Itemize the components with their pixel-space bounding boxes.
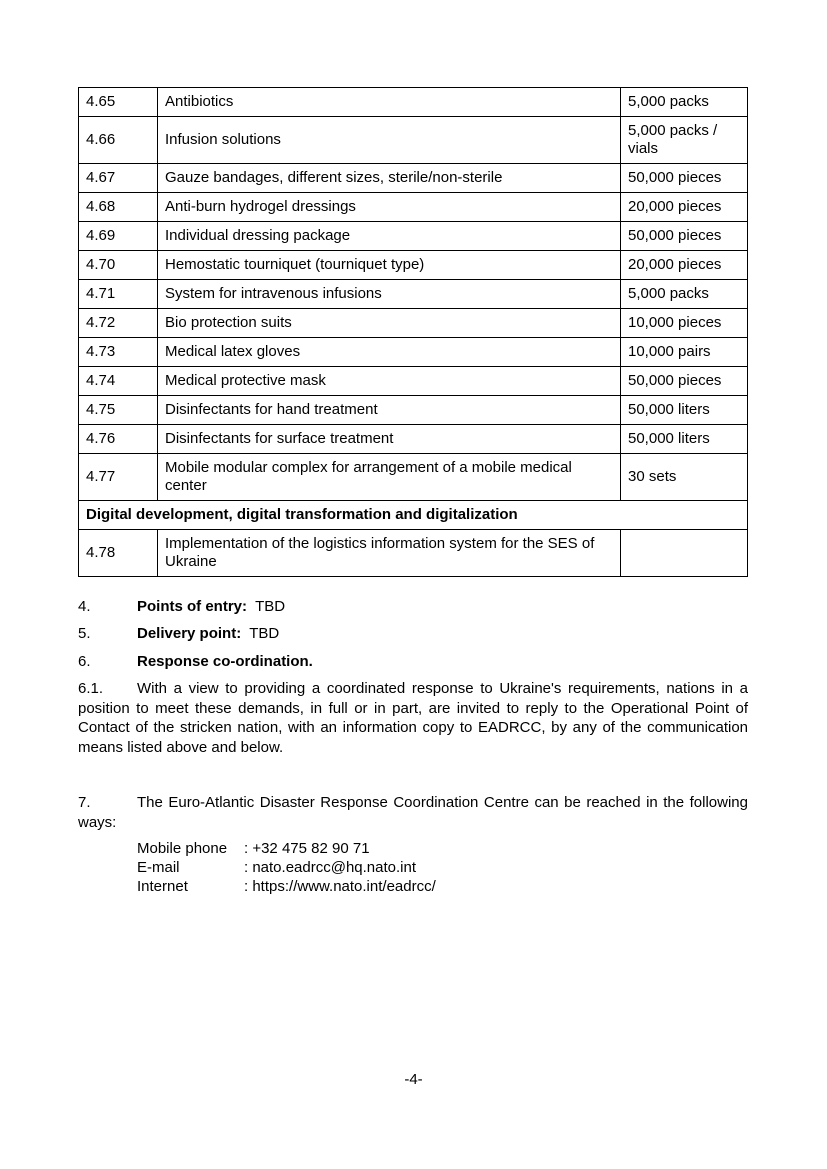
item-number: 4.78 [79,530,158,577]
paragraph-text: The Euro-Atlantic Disaster Response Coordination Centre can be reached in the following ways: [78,794,748,831]
table-row [79,425,748,454]
item-number: 4.77 [79,454,158,501]
table-section-row [79,501,748,530]
item-number: 4.65 [79,88,158,117]
section-number: 7. [78,794,91,811]
contact-list [137,839,436,896]
section-number: 4. [78,598,91,615]
table-row [79,88,748,117]
item-quantity: 50,000 pieces [621,222,748,251]
table-row [79,117,748,164]
item-number: 4.70 [79,251,158,280]
item-quantity: 10,000 pieces [621,309,748,338]
section-number: 5. [78,625,91,642]
item-quantity: 50,000 pieces [621,367,748,396]
item-description: Bio protection suits [158,309,621,338]
item-number: 4.68 [79,193,158,222]
item-description: Medical latex gloves [158,338,621,367]
item-quantity: 20,000 pieces [621,193,748,222]
item-number: 4.74 [79,367,158,396]
item-quantity: 10,000 pairs [621,338,748,367]
item-description: Antibiotics [158,88,621,117]
table-row [79,280,748,309]
table-row [79,164,748,193]
item-description: Disinfectants for hand treatment [158,396,621,425]
contact-email [137,858,436,877]
section-heading: Digital development, digital transformation and digitalization [79,501,748,530]
page-number: -4- [404,1071,423,1088]
item-quantity: 50,000 liters [621,396,748,425]
table-row [79,251,748,280]
contact-value: : https://www.nato.int/eadrcc/ [244,878,436,895]
item-description: Anti-burn hydrogel dressings [158,193,621,222]
contact-value: : +32 475 82 90 71 [244,840,370,857]
contact-value: : nato.eadrcc@hq.nato.int [244,859,417,876]
item-quantity: 5,000 packs [621,280,748,309]
item-description: Disinfectants for surface treatment [158,425,621,454]
section-number: 6. [78,653,91,670]
table-row [79,367,748,396]
delivery-point [78,624,748,644]
table-row [79,309,748,338]
item-description: System for intravenous infusions [158,280,621,309]
item-number: 4.67 [79,164,158,193]
item-quantity: 5,000 packs / vials [621,117,748,164]
table-row [79,396,748,425]
contact-label: Mobile phone [137,840,228,857]
item-quantity: 30 sets [621,454,748,501]
item-quantity: 20,000 pieces [621,251,748,280]
section-value: TBD [249,625,280,642]
response-coordination [78,652,748,672]
table-row [79,454,748,501]
item-number: 4.75 [79,396,158,425]
item-quantity: 5,000 packs [621,88,748,117]
section-label: Response co-ordination. [137,653,313,670]
paragraph-7 [78,793,748,832]
item-number: 4.76 [79,425,158,454]
item-description: Infusion solutions [158,117,621,164]
item-quantity [621,530,748,577]
contact-label: E-mail [137,859,180,876]
section-value: TBD [255,598,286,615]
item-quantity: 50,000 pieces [621,164,748,193]
contact-mobile-phone [137,839,436,858]
item-quantity: 50,000 liters [621,425,748,454]
section-label: Points of entry: [137,598,248,615]
item-number: 4.71 [79,280,158,309]
section-number: 6.1. [78,680,104,697]
points-of-entry [78,597,748,617]
table-row [79,338,748,367]
item-description: Implementation of the logistics information system for the SES of Ukraine [158,530,621,577]
table-row [79,222,748,251]
item-description: Individual dressing package [158,222,621,251]
contact-label: Internet [137,878,188,895]
item-number: 4.66 [79,117,158,164]
requirements-table [78,87,748,577]
item-number: 4.72 [79,309,158,338]
item-number: 4.73 [79,338,158,367]
item-description: Mobile modular complex for arrangement of a mobile medical center [158,454,621,501]
section-label: Delivery point: [137,625,242,642]
paragraph-text: With a view to providing a coordinated response to Ukraine's requirements, nations in a position to meet these demands, in full or in part, are invited to reply to the Operational Point of Contact of the stricken nation, with an information copy to EADRCC, by any of the communication means listed above and below. [78,680,748,756]
paragraph-6-1 [78,679,748,757]
table-row [79,530,748,577]
table-row [79,193,748,222]
item-number: 4.69 [79,222,158,251]
item-description: Hemostatic tourniquet (tourniquet type) [158,251,621,280]
item-description: Medical protective mask [158,367,621,396]
item-description: Gauze bandages, different sizes, sterile/non-sterile [158,164,621,193]
contact-internet [137,877,436,896]
